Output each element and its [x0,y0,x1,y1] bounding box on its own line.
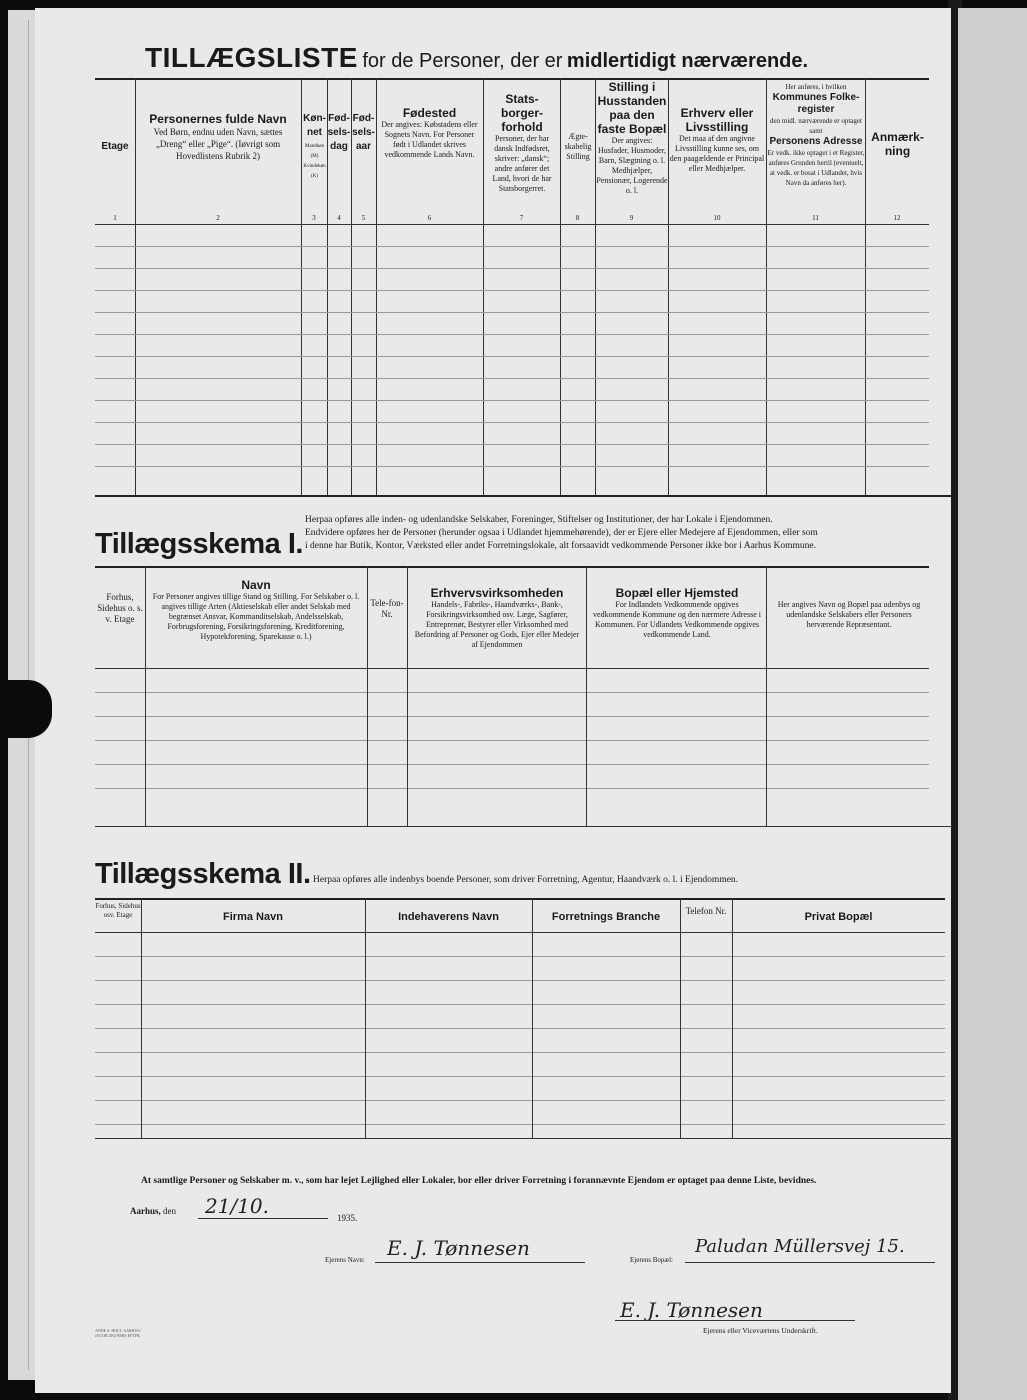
col-divider [766,566,767,826]
col-divider [141,898,142,1138]
s2-col-address: Privat Bopæl [804,911,873,923]
date-underline [198,1218,328,1219]
col-number: 8 [575,214,580,222]
certification-text: At samtlige Personer og Selskaber m. v., som har lejet Lejlighed eller Lokaler, bor eller driver Forretning i forannævnte Ejendom er optaget paa denne Liste, bevidnes. [141,1176,817,1186]
s2-col-etage: Forhus, Sidehus osv. Etage [95,902,141,919]
year-label: 1935. [337,1213,358,1223]
table-row [95,400,929,401]
signature-underline [615,1320,855,1321]
col-header-remarks: Anmærk-ning [871,130,924,158]
table-row [95,268,929,269]
col-divider [367,566,368,826]
col-header-marital: Ægte-skabelig Stilling [564,132,592,161]
col-divider [732,898,733,1138]
table-row [95,980,945,981]
table-row [95,1124,945,1125]
col-number: 6 [427,214,432,222]
title-main: TILLÆGSLISTE [145,42,358,73]
handwritten-signature: E. J. Tønnesen [620,1298,763,1322]
table-row [95,716,929,717]
table-row [95,692,929,693]
handwritten-date: 21/10. [205,1194,269,1218]
intro-line: Endvidere opføres her de Personer (herunder ogsaa i Udlandet hjemmehørende), der er Ejere eller Medejere af Ejendommen, eller som [305,528,818,538]
handwritten-owner-name: E. J. Tønnesen [387,1236,530,1260]
col-header-etage: Etage [101,141,129,152]
signature-label: Ejerens eller Viceværtens Underskrift. [703,1326,818,1335]
intro-line: i denne har Butik, Kontor, Værksted eller andet Forretningslokale, alt forsaavidt vedkommende Personer ikke bor i Aarhus Kommune. [305,541,817,551]
schema-1-header-rule [95,668,929,669]
col-number: 2 [216,214,220,222]
page-title [145,42,808,74]
table-row [95,1076,945,1077]
table-row [95,444,929,445]
col-divider [365,898,366,1138]
col-number: 7 [519,214,524,222]
table-row [95,466,929,467]
schema-2-title: Tillægsskema II. [95,858,311,890]
s1-col-residence: Bopæl eller Hjemsted For Indlandets Vedkommende opgives vedkommende Kommune og den nærmere Adresse i Kommunen. For Udlandets Vedkommende opgives vedkommende Land. [593,586,761,639]
table-row [95,1100,945,1101]
table-bottom-rule [95,495,951,497]
col-header-birthplace: Fødested Der angives: Købstadens eller Sognets Navn. For Personer født i Udlandet skrives vedkommende Lands Navn. [381,106,478,159]
col-divider [680,898,681,1138]
col-divider [135,78,136,495]
s1-col-representative: Her angives Navn og Bopæl paa udenbys og udenlandske Selskabers eller Personers herværende Repræsentant. [777,600,921,629]
table-top-rule [95,78,929,80]
s1-col-business: Erhvervsvirksomheden Handels-, Fabriks-, Haandværks-, Bank-, Forsikringsvirksomhed osv. Læge, Sagfører, Entreprenør, Bestyrer eller Virksomhed med Befordring af Personer og Gods, Ejer eller Medejer af Ejendommen [414,586,580,649]
col-header-name: Personernes fulde Navn Ved Børn, endnu uden Navn, sættes „Dreng“ eller „Pige“. (Iøvrigt som Hovedlistens Rubrik 2) [149,112,287,161]
col-number: 10 [713,214,721,222]
s1-col-name: Navn For Personer angives tillige Stand og Stilling. For Selskaber o. l. angives tillige Arten (Aktieselskab eller andet Selskab med begrænset Ansvar, Kommanditselskab, Andelsselskab, Forbrugsforening, Forsikringsforening, Kreditforening, Hypotekforening, Sparekasse o. l.) [152,578,360,641]
schema-1-intro [305,514,925,553]
schema-2-top-rule [95,898,945,900]
schema-1-title: Tillægsskema I. [95,528,303,560]
table-row [95,740,929,741]
table-row [95,378,929,379]
col-number: 11 [812,214,819,222]
col-header-occupation: Erhverv eller Livsstilling Det maa af den angivne Livsstilling kunne ses, om den paagældende er Principal eller Medhjælper. [669,106,765,173]
header-bottom-rule [95,224,929,225]
col-divider [145,566,146,826]
col-header-household: Stilling i Husstanden paa den faste Bopæl Der angives: Husfader, Husmoder, Barn, Slægtning o. l. Medhjælper, Pensionær, Logerende o. l. [596,80,668,195]
table-row [95,290,929,291]
den-label: den [163,1206,177,1216]
col-number: 1 [113,214,117,222]
table-row [95,334,929,335]
col-divider [376,78,377,495]
schema-2-bottom-rule [95,1138,951,1139]
owner-address-label: Ejerens Bopæl: [630,1256,673,1264]
table-row [95,1004,945,1005]
table-row [95,312,929,313]
schema-2-header-rule [95,932,945,933]
owner-name-label: Ejerens Navn: [325,1256,365,1264]
date-line [130,1206,176,1216]
col-header-birthday: Fød-sels-dag [327,113,351,152]
s2-col-owner: Indehaverens Navn [398,911,499,923]
col-number: 5 [361,214,366,222]
col-header-register: Her anføres, i hvilken Kommunes Folke-register den midl. nærværende er optaget samt Personens Adresse Er vedk. ikke optaget i et Register, anføres Grunden hertil (eventuelt, at vedk. er bosat i Udlandet, hvis Navn da anføres her). [767,83,865,187]
table-row [95,788,929,789]
col-header-sex: Køn-net Mandkøn (M) Kvindekøn (K) [303,113,326,179]
printer-imprint: ANDE S. HOLT, AARHUS / JACOB ZEUNERS EFTFR. [95,1328,142,1338]
table-row [95,1052,945,1053]
schema-1-top-rule [95,566,929,568]
owner-address-underline [685,1262,935,1263]
table-row [95,422,929,423]
form-sheet [35,8,951,1393]
col-header-citizenship: Stats-borger-forhold Personer, der har dansk Indfødsret, skriver: „dansk“; andre anfører det Land, hvori de har Statsborgerret. [492,92,552,193]
owner-name-underline [375,1262,585,1263]
schema-2-intro: Herpaa opføres alle indenbys boende Personer, som driver Forretning, Agentur, Haandværk o. l. i Ejendommen. [313,875,739,885]
handwritten-owner-address: Paludan Müllersvej 15. [695,1236,905,1257]
s2-col-phone: Telefon Nr. [685,906,727,916]
title-sub-1: for de Personer, der er [362,50,563,72]
title-sub-2: midlertidigt nærværende. [566,50,809,72]
s2-col-branch: Forretnings Branche [551,911,661,923]
col-divider [483,78,484,495]
col-number: 3 [312,214,316,222]
s1-col-phone: Tele-fon-Nr. [370,598,404,619]
s2-col-firm: Firma Navn [223,911,283,923]
table-row [95,246,929,247]
col-number: 12 [893,214,901,222]
city-label: Aarhus, [130,1206,161,1216]
s1-col-etage: Forhus, Sidehus o. s. v. Etage [97,592,143,624]
col-divider [407,566,408,826]
adjacent-page-right [958,8,1027,1400]
table-row [95,1028,945,1029]
col-divider [532,898,533,1138]
intro-line: Herpaa opføres alle inden- og udenlandske Selskaber, Foreninger, Stiftelser og Institutioner, der har Lokale i Ejendommen. [305,515,773,525]
col-number: 4 [337,214,341,222]
table-row [95,956,945,957]
col-divider [586,566,587,826]
schema-1-bottom-rule [95,826,951,827]
col-header-birthyear: Fød-sels-aar [352,113,375,152]
table-row [95,764,929,765]
page-clip [0,680,52,738]
col-number: 9 [629,214,634,222]
table-row [95,356,929,357]
